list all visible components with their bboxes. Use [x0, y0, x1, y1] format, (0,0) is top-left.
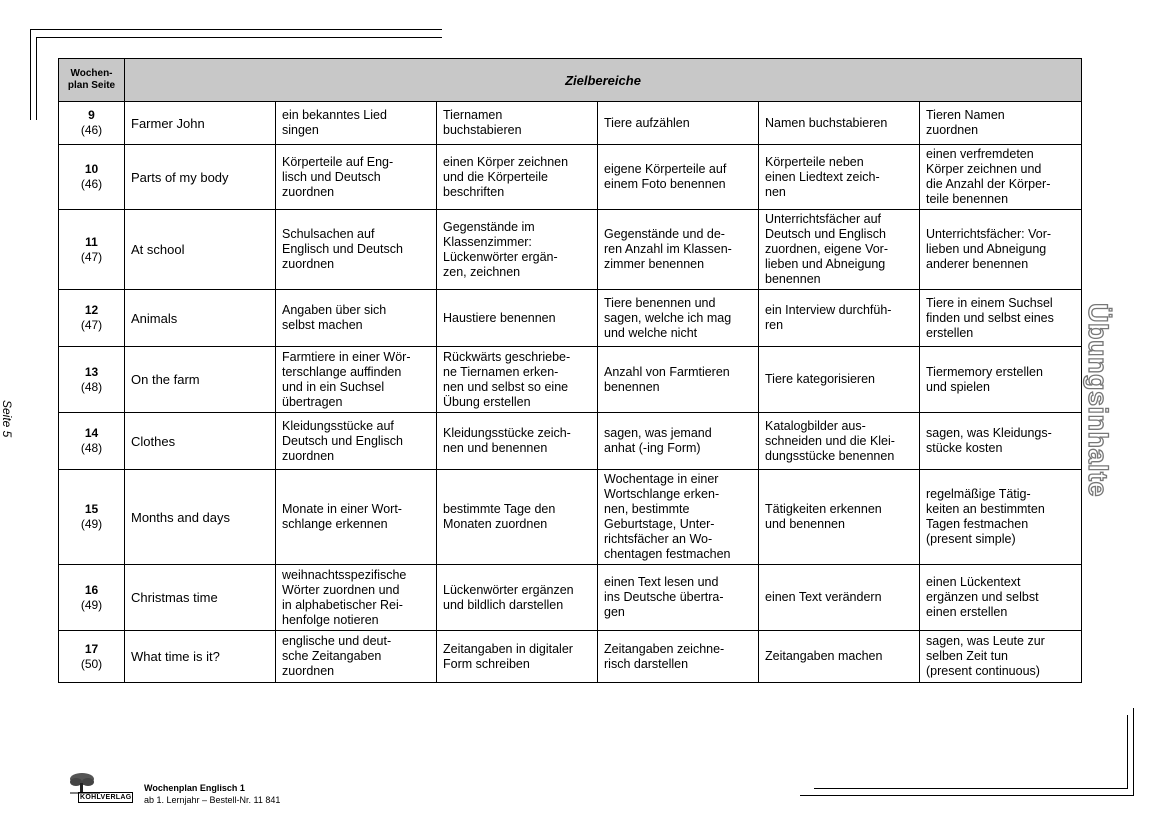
week-page-cell: [59, 413, 125, 470]
goal-cell-3: einen Text lesen und ins Deutsche übertra- gen: [598, 565, 759, 631]
header-zielbereiche: Zielbereiche: [125, 59, 1082, 102]
topic-cell: Clothes: [125, 413, 276, 470]
topic-cell: Animals: [125, 290, 276, 347]
table-header-row: [59, 59, 1082, 102]
footer-publication-info: [144, 782, 280, 806]
topic-cell: At school: [125, 210, 276, 290]
topic-cell: Parts of my body: [125, 145, 276, 210]
goal-cell-5: Unterrichtsfächer: Vor- lieben und Abneigung anderer benennen: [920, 210, 1082, 290]
goal-cell-2: Lückenwörter ergänzen und bildlich darstellen: [437, 565, 598, 631]
goal-cell-5: einen verfremdeten Körper zeichnen und die Anzahl der Körper- teile benennen: [920, 145, 1082, 210]
goal-cell-1: Farmtiere in einer Wör- terschlange auffinden und in ein Suchsel übertragen: [276, 347, 437, 413]
table-row: [59, 565, 1082, 631]
header-page-column: Wochen- plan Seite: [59, 59, 125, 102]
frame-line-left-outer: [30, 29, 31, 120]
goal-cell-3: Wochentage in einer Wortschlange erken- nen, bestimmte Geburtstage, Unter- richtsfächer an Wo- chentagen festmachen: [598, 470, 759, 565]
goal-cell-1: Angaben über sich selbst machen: [276, 290, 437, 347]
goal-cell-3: Zeitangaben zeichne- risch darstellen: [598, 631, 759, 683]
topic-cell: What time is it?: [125, 631, 276, 683]
goal-cell-5: sagen, was Kleidungs- stücke kosten: [920, 413, 1082, 470]
frame-line-top-inner: [36, 37, 442, 38]
goal-cell-2: Rückwärts geschriebe- ne Tiernamen erken- nen und selbst so eine Übung erstellen: [437, 347, 598, 413]
page-reference: (49): [80, 517, 103, 531]
week-number: 11: [85, 234, 98, 249]
week-page-cell: [59, 470, 125, 565]
goal-cell-4: Namen buchstabieren: [759, 102, 920, 145]
tree-icon: [68, 772, 102, 794]
page-reference: (48): [80, 379, 103, 394]
page-reference: (48): [80, 441, 103, 455]
footer-title: Wochenplan Englisch 1: [144, 783, 245, 793]
table-row: [59, 290, 1082, 347]
goal-cell-2: Zeitangaben in digitaler Form schreiben: [437, 631, 598, 683]
goal-cell-5: Tiere in einem Suchsel finden und selbst eines erstellen: [920, 290, 1082, 347]
page-reference: (46): [80, 123, 103, 137]
goal-cell-2: Haustiere benennen: [437, 290, 598, 347]
table-row: [59, 470, 1082, 565]
page-reference: (49): [80, 597, 103, 612]
week-page-cell: [59, 631, 125, 683]
kohl-verlag-logo: [64, 772, 136, 802]
goal-cell-3: Tiere aufzählen: [598, 102, 759, 145]
goal-cell-1: Monate in einer Wort- schlange erkennen: [276, 470, 437, 565]
goal-cell-5: regelmäßige Tätig- keiten an bestimmten Tagen festmachen (present simple): [920, 470, 1082, 565]
goal-cell-1: weihnachtsspezifische Wörter zuordnen und in alphabetischer Rei- henfolge notieren: [276, 565, 437, 631]
table-row: [59, 413, 1082, 470]
frame-line-left-inner: [36, 37, 37, 120]
week-number: 16: [84, 582, 99, 597]
goal-cell-4: ein Interview durchfüh- ren: [759, 290, 920, 347]
table-row: [59, 210, 1082, 290]
frame-line-right-outer: [1133, 708, 1134, 796]
goal-cell-4: Unterrichtsfächer auf Deutsch und Englisch zuordnen, eigene Vor- lieben und Abneigung benennen: [759, 210, 920, 290]
frame-line-bottom-outer: [800, 795, 1134, 796]
table-row: [59, 102, 1082, 145]
goal-cell-1: Schulsachen auf Englisch und Deutsch zuordnen: [276, 210, 437, 290]
week-number: 14: [84, 426, 99, 440]
goal-cell-3: Anzahl von Farmtieren benennen: [598, 347, 759, 413]
goal-cell-3: eigene Körperteile auf einem Foto benennen: [598, 145, 759, 210]
week-page-cell: [59, 102, 125, 145]
week-number: 12: [84, 303, 99, 317]
goal-cell-5: Tieren Namen zuordnen: [920, 102, 1082, 145]
week-number: 9: [88, 108, 95, 122]
goal-cell-1: englische und deut- sche Zeitangaben zuordnen: [276, 631, 437, 683]
weekly-plan-table: [58, 58, 1082, 683]
page-reference: (47): [80, 318, 103, 332]
page-reference: (47): [80, 249, 103, 264]
goal-cell-4: Zeitangaben machen: [759, 631, 920, 683]
goal-cell-1: Kleidungsstücke auf Deutsch und Englisch zuordnen: [276, 413, 437, 470]
table-row: [59, 631, 1082, 683]
frame-line-right-inner: [1127, 715, 1128, 789]
topic-cell: On the farm: [125, 347, 276, 413]
week-number: 13: [84, 364, 99, 379]
page-reference: (46): [80, 177, 103, 191]
topic-cell: Farmer John: [125, 102, 276, 145]
goal-cell-5: sagen, was Leute zur selben Zeit tun (present continuous): [920, 631, 1082, 683]
goal-cell-5: Tiermemory erstellen und spielen: [920, 347, 1082, 413]
week-page-cell: [59, 565, 125, 631]
goal-cell-3: Tiere benennen und sagen, welche ich mag und welche nicht: [598, 290, 759, 347]
goal-cell-4: Tätigkeiten erkennen und benennen: [759, 470, 920, 565]
frame-line-top-outer: [30, 29, 442, 30]
footer-order-number: ab 1. Lernjahr – Bestell-Nr. 11 841: [144, 795, 281, 805]
goal-cell-4: Körperteile neben einen Liedtext zeich- nen: [759, 145, 920, 210]
week-page-cell: [59, 145, 125, 210]
goal-cell-1: ein bekanntes Lied singen: [276, 102, 437, 145]
goal-cell-4: Tiere kategorisieren: [759, 347, 920, 413]
week-page-cell: [59, 290, 125, 347]
goal-cell-2: bestimmte Tage den Monaten zuordnen: [437, 470, 598, 565]
topic-cell: Christmas time: [125, 565, 276, 631]
goal-cell-4: Katalogbilder aus- schneiden und die Klei- dungsstücke benennen: [759, 413, 920, 470]
week-number: 10: [84, 162, 99, 176]
goal-cell-2: Kleidungsstücke zeich- nen und benennen: [437, 413, 598, 470]
week-page-cell: [59, 210, 125, 290]
goal-cell-1: Körperteile auf Eng- lisch und Deutsch zuordnen: [276, 145, 437, 210]
goal-cell-3: sagen, was jemand anhat (-ing Form): [598, 413, 759, 470]
table-row: [59, 145, 1082, 210]
week-number: 17: [84, 641, 99, 656]
week-page-cell: [59, 347, 125, 413]
section-title: Übungsinhalte: [1083, 303, 1113, 497]
page-number-label: Seite 5: [0, 400, 14, 438]
goal-cell-2: Tiernamen buchstabieren: [437, 102, 598, 145]
page-reference: (50): [80, 656, 103, 671]
goal-cell-5: einen Lückentext ergänzen und selbst einen erstellen: [920, 565, 1082, 631]
frame-line-bottom-inner: [814, 788, 1128, 789]
topic-cell: Months and days: [125, 470, 276, 565]
logo-wordmark: KOHLVERLAG: [80, 794, 132, 801]
goal-cell-2: Gegenstände im Klassenzimmer: Lückenwörter ergän- zen, zeichnen: [437, 210, 598, 290]
goal-cell-2: einen Körper zeichnen und die Körperteile beschriften: [437, 145, 598, 210]
goal-cell-3: Gegenstände und de- ren Anzahl im Klassen- zimmer benennen: [598, 210, 759, 290]
table-row: [59, 347, 1082, 413]
goal-cell-4: einen Text verändern: [759, 565, 920, 631]
week-number: 15: [84, 502, 99, 516]
